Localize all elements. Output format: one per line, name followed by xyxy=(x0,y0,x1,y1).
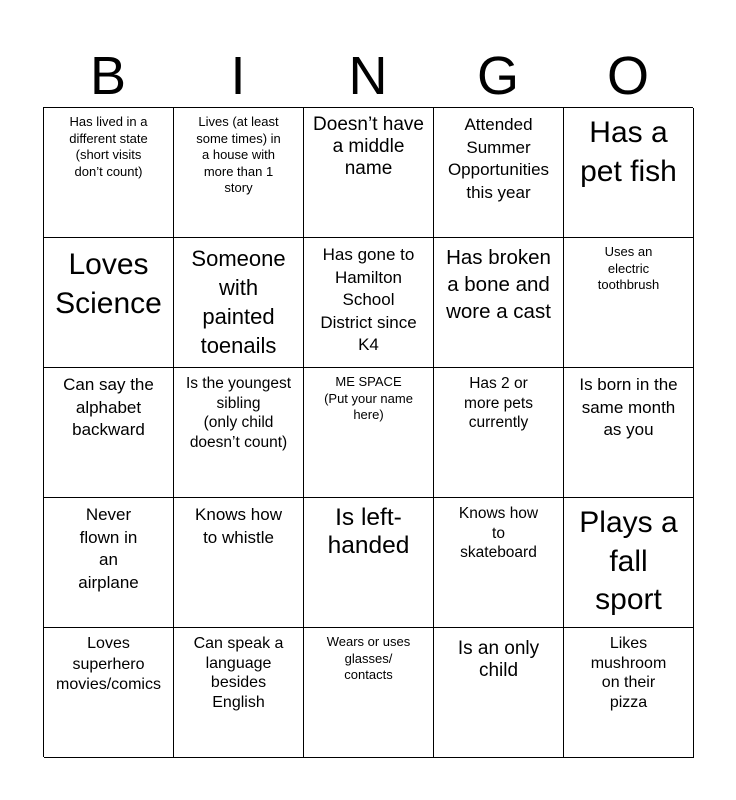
bingo-cell[interactable] xyxy=(564,238,694,368)
bingo-cell[interactable] xyxy=(304,628,434,758)
bingo-cell[interactable] xyxy=(174,368,304,498)
cell-text: Has broken a bone and wore a cast xyxy=(446,246,551,323)
cell-text: Loves superhero movies/comics xyxy=(56,635,161,693)
bingo-cell[interactable] xyxy=(434,108,564,238)
cell-text: Has lived in a different state (short visits don’t count) xyxy=(69,114,148,179)
cell-text: Has gone to Hamilton School District since K4 xyxy=(320,245,417,354)
cell-text: Uses an electric toothbrush xyxy=(597,244,660,292)
bingo-cell[interactable] xyxy=(564,108,694,238)
header-letter-n: N xyxy=(348,46,388,106)
header-letter-b: B xyxy=(89,46,127,106)
header-letter-g: G xyxy=(476,46,519,106)
cell-text: Someone with painted toenails xyxy=(191,246,286,358)
bingo-cell[interactable] xyxy=(434,628,564,758)
bingo-cell[interactable] xyxy=(174,628,304,758)
cell-text: Knows how to skateboard xyxy=(458,505,539,561)
bingo-free-space[interactable] xyxy=(304,368,434,498)
cell-text: Never flown in an airplane xyxy=(78,505,139,592)
bingo-cell[interactable] xyxy=(44,238,174,368)
bingo-cell[interactable] xyxy=(44,628,174,758)
cell-text: Wears or uses glasses/ contacts xyxy=(326,634,411,682)
header-letter-o: O xyxy=(606,46,649,106)
bingo-header xyxy=(43,46,693,106)
bingo-grid xyxy=(43,107,693,757)
cell-text: Has a pet fish xyxy=(580,116,677,188)
cell-text: Doesn’t have a middle name xyxy=(313,114,424,179)
bingo-cell[interactable] xyxy=(434,238,564,368)
bingo-cell[interactable] xyxy=(174,108,304,238)
cell-text: Loves Science xyxy=(55,248,162,320)
bingo-cell[interactable] xyxy=(304,238,434,368)
bingo-cell[interactable] xyxy=(304,498,434,628)
bingo-cell[interactable] xyxy=(564,368,694,498)
bingo-cell[interactable] xyxy=(174,498,304,628)
cell-text: Plays a fall sport xyxy=(579,506,678,616)
bingo-cell[interactable] xyxy=(44,108,174,238)
cell-text: Attended Summer Opportunities this year xyxy=(447,115,550,202)
cell-text: Can say the alphabet backward xyxy=(63,375,154,439)
cell-text: Likes mushroom on their pizza xyxy=(590,635,667,711)
cell-text: Has 2 or more pets currently xyxy=(464,375,533,431)
bingo-cell[interactable] xyxy=(44,498,174,628)
bingo-cell[interactable] xyxy=(434,368,564,498)
cell-text: ME SPACE (Put your name here) xyxy=(324,374,413,422)
cell-text: Is left- handed xyxy=(327,504,410,559)
bingo-cell[interactable] xyxy=(434,498,564,628)
bingo-cell[interactable] xyxy=(174,238,304,368)
bingo-cell[interactable] xyxy=(44,368,174,498)
header-letter-i: I xyxy=(230,46,246,106)
cell-text: Lives (at least some times) in a house with more than 1 story xyxy=(196,114,281,195)
cell-text: Is born in the same month as you xyxy=(579,375,678,439)
bingo-cell[interactable] xyxy=(564,498,694,628)
cell-text: Knows how to whistle xyxy=(195,505,282,547)
cell-text: Can speak a language besides English xyxy=(193,635,284,711)
cell-text: Is an only child xyxy=(457,638,540,681)
cell-text: Is the youngest sibling (only child doesn’t count) xyxy=(185,375,292,451)
bingo-cell[interactable] xyxy=(304,108,434,238)
bingo-cell[interactable] xyxy=(564,628,694,758)
